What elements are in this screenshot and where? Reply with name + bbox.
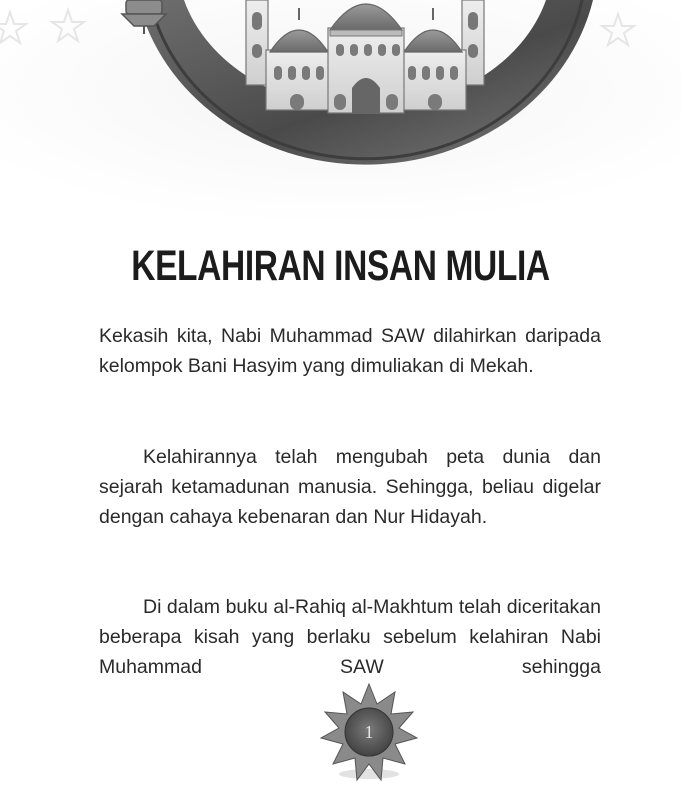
star-badge-icon: [319, 682, 419, 782]
paragraph-2: Kelahirannya telah mengubah peta dunia dan sejarah ketamadunan manusia. Sehingga, beliau digelar dengan cahaya kebenaran dan Nur Hidayah.: [99, 446, 601, 528]
paragraph-3-text: Di dalam buku al-Rahiq al-Makhtum telah diceritakan beberapa kisah yang berlaku sebelum kelahiran Nabi Muhammad SAW sehingga: [99, 596, 601, 678]
paragraph-3: [99, 592, 601, 682]
crescent-mosque-illustration: [0, 0, 681, 225]
page-title: KELAHIRAN INSAN MULIA: [131, 242, 550, 290]
page-number: 1: [364, 722, 374, 742]
paragraph-1: Kekasih kita, Nabi Muhammad SAW dilahirkan daripada kelompok Bani Hasyim yang dimuliakan di Mekah.: [99, 325, 601, 377]
